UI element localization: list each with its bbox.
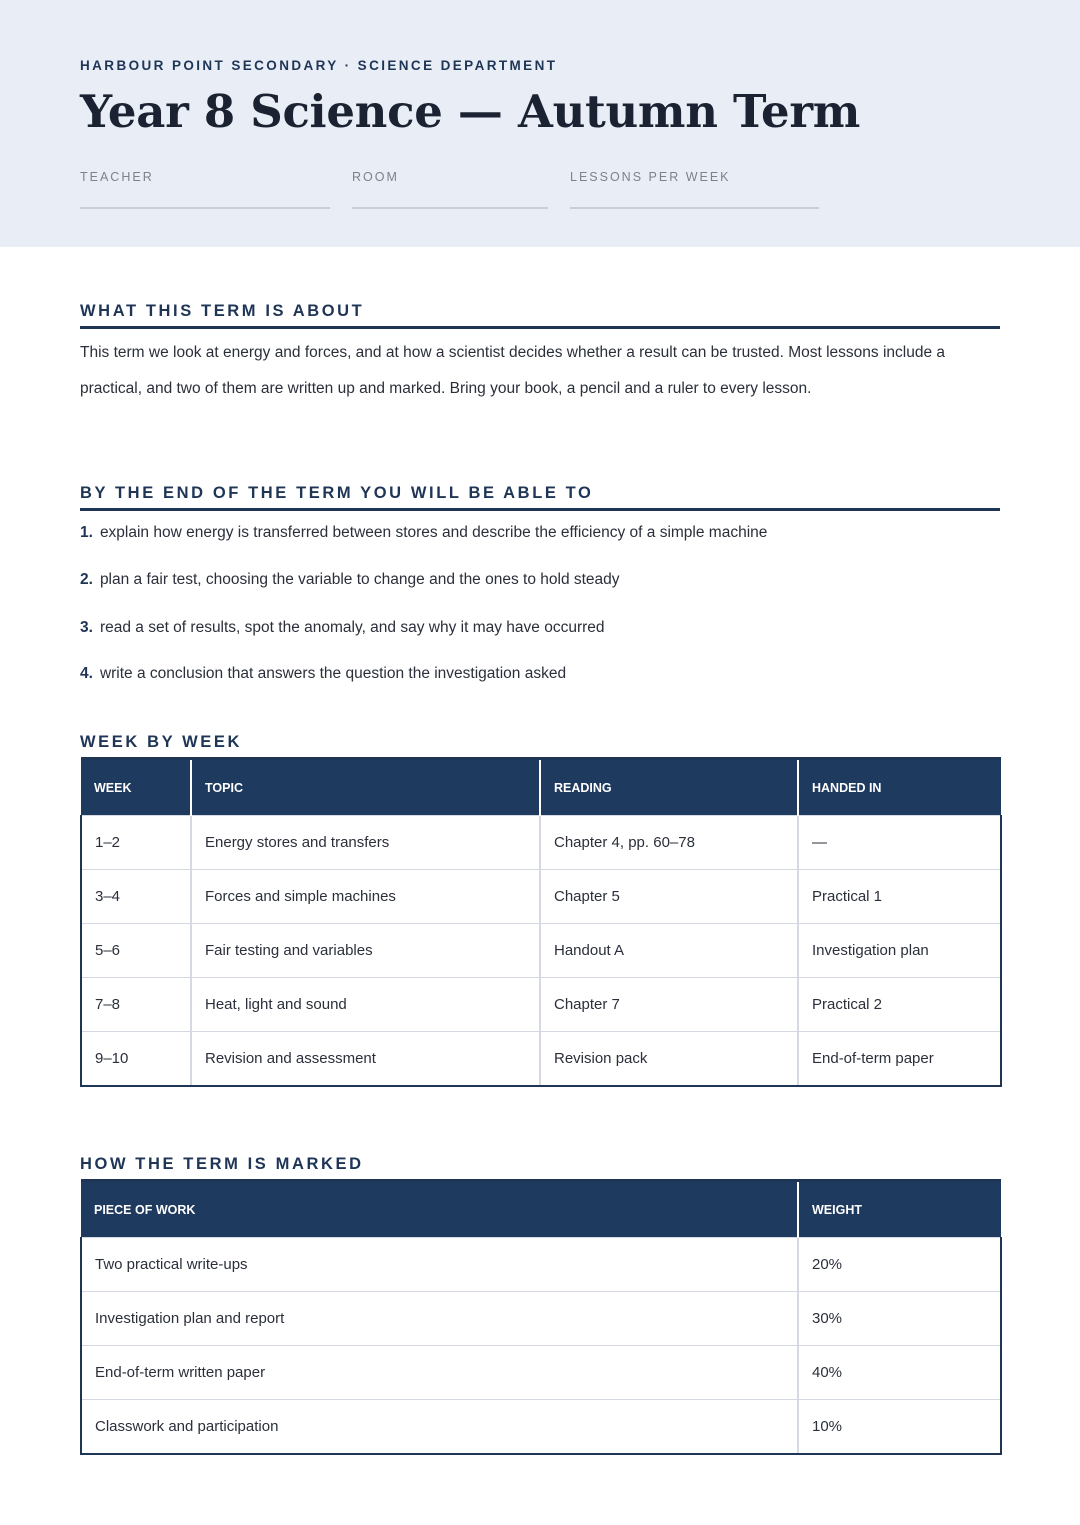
lessons-per-week-field-label: LESSONS PER WEEK	[570, 170, 731, 184]
column-header-weight: WEIGHT	[798, 1181, 1001, 1238]
lessons-per-week-field[interactable]	[570, 170, 819, 209]
column-header-reading: READING	[540, 759, 798, 816]
table-row	[81, 978, 1001, 1032]
weight-cell: 20%	[798, 1238, 1001, 1292]
teacher-field[interactable]	[80, 170, 330, 209]
table-row	[81, 1032, 1001, 1087]
reading-cell: Chapter 5	[540, 870, 798, 924]
column-header-piece-of-work: PIECE OF WORK	[81, 1181, 798, 1238]
weight-cell: 30%	[798, 1292, 1001, 1346]
objectives-heading: BY THE END OF THE TERM YOU WILL BE ABLE TO	[80, 484, 594, 502]
column-header-topic: TOPIC	[191, 759, 540, 816]
handed-in-cell: End-of-term paper	[798, 1032, 1001, 1087]
reading-cell: Revision pack	[540, 1032, 798, 1087]
objective-text: read a set of results, spot the anomaly, and say why it may have occurred	[99, 619, 605, 636]
table-row	[81, 1238, 1001, 1292]
reading-cell: Chapter 7	[540, 978, 798, 1032]
table-header-row	[81, 759, 1001, 816]
objective-text: explain how energy is transferred between stores and describe the efficiency of a simple machine	[99, 524, 768, 541]
schedule-heading: WEEK BY WEEK	[80, 733, 242, 751]
topic-cell: Revision and assessment	[191, 1032, 540, 1087]
week-cell: 9–10	[81, 1032, 191, 1087]
objective-number: 2.	[80, 571, 93, 588]
weight-cell: 40%	[798, 1346, 1001, 1400]
table-row	[81, 816, 1001, 870]
reading-cell: Chapter 4, pp. 60–78	[540, 816, 798, 870]
about-text: This term we look at energy and forces, and at how a scientist decides whether a result can be trusted. Most lessons include a practical, and two of them are written up and marked. Bring your book, a pencil and a ruler to every lesson.	[80, 344, 946, 397]
table-row	[81, 1400, 1001, 1455]
handed-in-cell: Investigation plan	[798, 924, 1001, 978]
teacher-field-label: TEACHER	[80, 170, 154, 184]
objective-number: 4.	[80, 665, 93, 682]
topic-cell: Fair testing and variables	[191, 924, 540, 978]
objective-text: plan a fair test, choosing the variable to change and the ones to hold steady	[99, 571, 620, 588]
week-cell: 5–6	[81, 924, 191, 978]
weight-cell: 10%	[798, 1400, 1001, 1455]
objective-item	[80, 665, 566, 683]
table-row	[81, 1346, 1001, 1400]
objective-item	[80, 524, 767, 542]
week-cell: 1–2	[81, 816, 191, 870]
piece-of-work-cell: Two practical write-ups	[81, 1238, 798, 1292]
room-field[interactable]	[352, 170, 548, 209]
objective-item	[80, 619, 605, 637]
topic-cell: Forces and simple machines	[191, 870, 540, 924]
objectives-heading-rule	[80, 508, 1000, 511]
handed-in-cell: Practical 1	[798, 870, 1001, 924]
week-cell: 3–4	[81, 870, 191, 924]
handed-in-cell: —	[798, 816, 1001, 870]
piece-of-work-cell: Classwork and participation	[81, 1400, 798, 1455]
school-department-eyebrow: HARBOUR POINT SECONDARY · SCIENCE DEPARTMENT	[80, 58, 558, 73]
marking-heading: HOW THE TERM IS MARKED	[80, 1155, 364, 1173]
piece-of-work-cell: End-of-term written paper	[81, 1346, 798, 1400]
handed-in-cell: Practical 2	[798, 978, 1001, 1032]
table-row	[81, 870, 1001, 924]
schedule-table	[80, 757, 1002, 1087]
objective-item	[80, 571, 620, 589]
week-cell: 7–8	[81, 978, 191, 1032]
reading-cell: Handout A	[540, 924, 798, 978]
about-heading: WHAT THIS TERM IS ABOUT	[80, 302, 365, 320]
topic-cell: Heat, light and sound	[191, 978, 540, 1032]
table-row	[81, 924, 1001, 978]
page-title: Year 8 Science — Autumn Term	[80, 85, 861, 138]
about-heading-rule	[80, 326, 1000, 329]
column-header-week: WEEK	[81, 759, 191, 816]
objective-text: write a conclusion that answers the question the investigation asked	[99, 665, 567, 682]
table-row	[81, 1292, 1001, 1346]
room-field-label: ROOM	[352, 170, 399, 184]
topic-cell: Energy stores and transfers	[191, 816, 540, 870]
table-header-row	[81, 1181, 1001, 1238]
objective-number: 3.	[80, 619, 93, 636]
marking-table	[80, 1179, 1002, 1455]
objective-number: 1.	[80, 524, 93, 541]
piece-of-work-cell: Investigation plan and report	[81, 1292, 798, 1346]
column-header-handed-in: HANDED IN	[798, 759, 1001, 816]
